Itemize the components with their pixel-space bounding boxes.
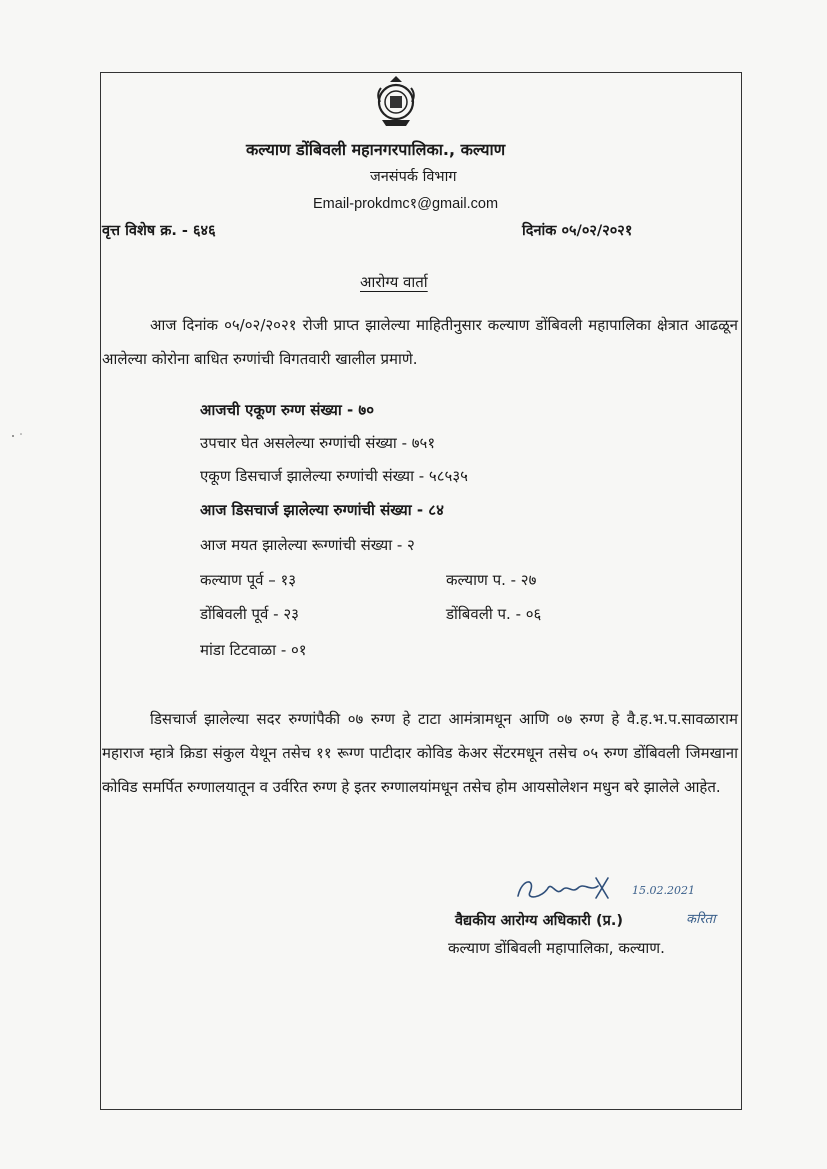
stat-deaths-today: आज मयत झालेल्या रूग्णांची संख्या - २ [200, 536, 415, 554]
signatory-organization: कल्याण डोंबिवली महापालिका, कल्याण. [448, 939, 665, 957]
kdmc-emblem-icon [372, 74, 420, 130]
area-manda-titwala: मांडा टिटवाळा - ०१ [200, 641, 307, 659]
stat-under-treatment: उपचार घेत असलेल्या रुग्णांची संख्या - ७५१ [200, 434, 436, 452]
signatory-for-note: करिता [686, 912, 716, 927]
intro-paragraph: आज दिनांक ०५/०२/२०२१ रोजी प्राप्त झालेल्या माहितीनुसार कल्याण डोंबिवली महापालिका क्षेत्रात आढळून आलेल्या कोरोना बाधित रुग्णांची विगतवारी खालील प्रमाणे. [102, 316, 738, 368]
document-heading: आरोग्य वार्ता [360, 273, 428, 291]
email-address: Email-prokdmc१@gmail.com [313, 196, 499, 212]
scan-speck [8, 420, 28, 450]
stat-discharged-today: आज डिसचार्ज झालेल्या रुग्णांची संख्या - ८४ [200, 501, 444, 519]
reference-number: वृत्त विशेष क्र. - ६४६ [102, 223, 216, 239]
area-kalyan-west: कल्याण प. - २७ [446, 571, 537, 589]
organization-title: कल्याण डोंबिवली महानगरपालिका., कल्याण [246, 140, 506, 159]
area-dombivli-east: डोंबिवली पूर्व - २३ [200, 605, 299, 623]
area-kalyan-east: कल्याण पूर्व – १३ [200, 571, 297, 589]
department-name: जनसंपर्क विभाग [370, 169, 457, 185]
area-dombivli-west: डोंबिवली प. - ०६ [446, 605, 542, 623]
signatory-title: वैद्यकीय आरोग्य अधिकारी (प्र.) [455, 913, 623, 929]
stat-total-discharged: एकूण डिसचार्ज झालेल्या रुग्णांची संख्या - ५८५३५ [200, 467, 468, 485]
stat-total-today: आजची एकूण रुग्ण संख्या - ७० [200, 401, 374, 419]
discharge-paragraph: डिसचार्ज झालेल्या सदर रुग्णांपैकी ०७ रुग्ण हे टाटा आमंत्रामधून आणि ०७ रुग्ण हे वै.ह.भ.प.सावळाराम महाराज म्हात्रे क्रिडा संकुल येथून तसेच ११ रूग्ण पाटीदार कोविड केअर सेंटरमधून तसेच ०५ रुग्ण डोंबिवली जिमखाना कोविड समर्पित रुग्णालयातून व उर्वरित रुग्ण हे इतर रुग्णालयांमधून तसेच होम आयसोलेशन मधुन बरे झालेले आहेत. [102, 710, 738, 796]
issue-date: दिनांक ०५/०२/२०२१ [522, 223, 633, 239]
signature-scribble [512, 870, 632, 910]
signature-date: 15.02.2021 [632, 884, 695, 897]
